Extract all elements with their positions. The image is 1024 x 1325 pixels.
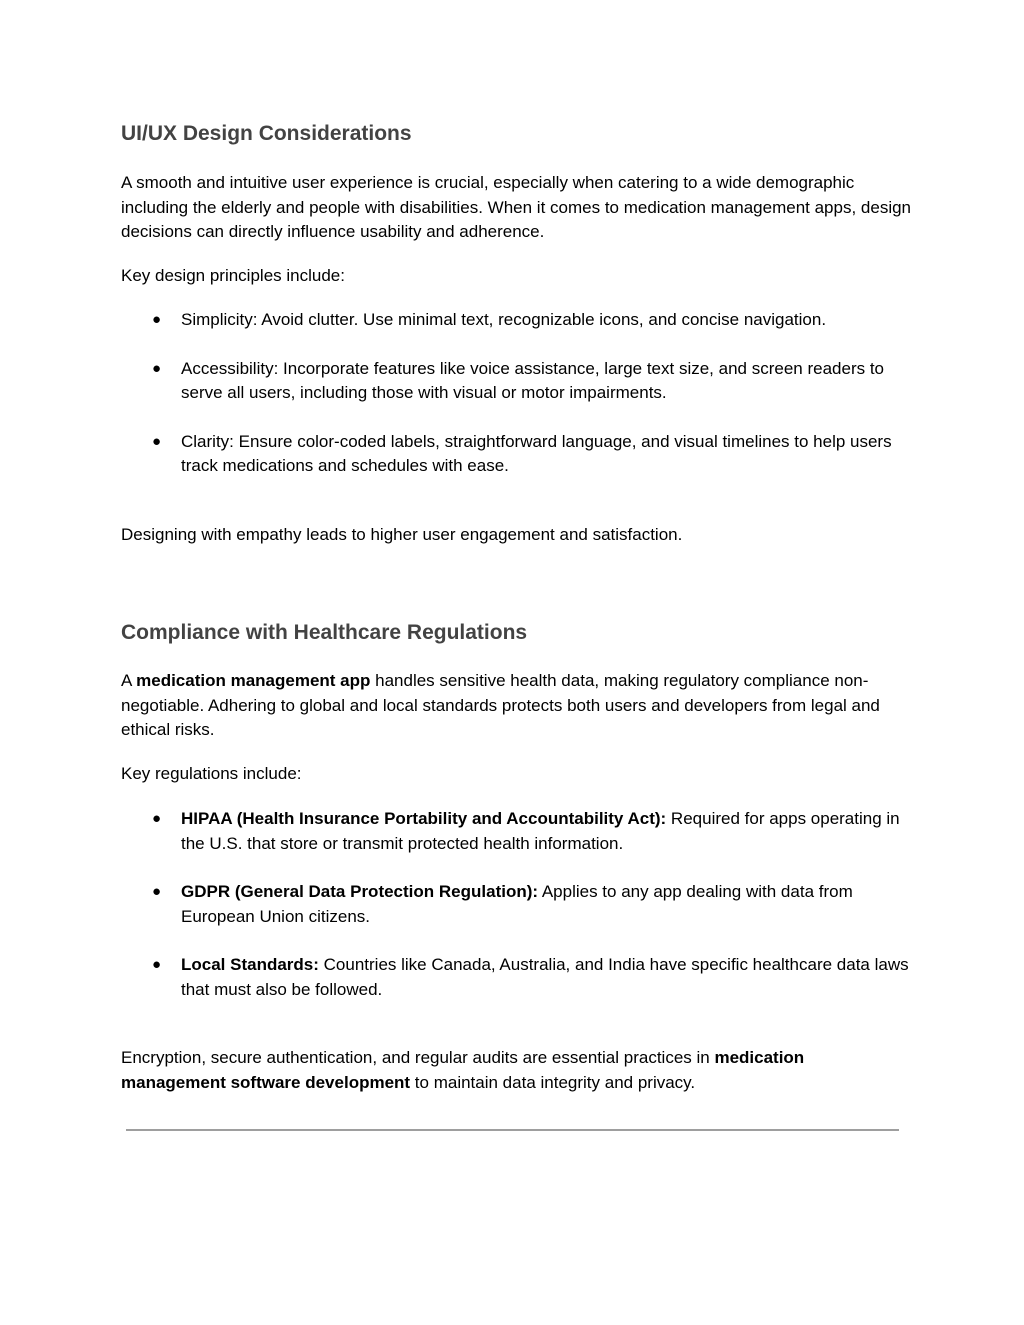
uiux-list-intro: Key design principles include:: [121, 266, 345, 285]
closing-text-bold: medication management software development: [121, 1048, 805, 1092]
list-item-clarity: [121, 430, 911, 479]
section-title-uiux: UI/UX Design Considerations: [121, 122, 412, 145]
section-title-compliance: Compliance with Healthcare Regulations: [121, 621, 528, 644]
bullet-icon: ●: [152, 311, 162, 328]
list-item-local-standards: [121, 953, 911, 1002]
list-item-bold-label: GDPR (General Data Protection Regulation):: [181, 882, 539, 901]
list-item-text: Accessibility: Incorporate features like voice assistance, large text size, and screen readers to serve all users, including those with visual or motor impairments.: [181, 358, 885, 402]
bullet-icon: ●: [152, 359, 162, 377]
bullet-icon: ●: [152, 810, 162, 827]
compliance-list-intro: Key regulations include:: [121, 764, 302, 783]
list-item-simplicity: [121, 308, 911, 333]
bullet-icon: ●: [152, 883, 162, 900]
closing-text-post: to maintain data integrity and privacy.: [410, 1072, 696, 1092]
list-item-bold-label: HIPAA (Health Insurance Portability and Accountability Act):: [181, 809, 667, 828]
uiux-closing-paragraph: Designing with empathy leads to higher user engagement and satisfaction.: [121, 525, 683, 544]
list-item-text: Simplicity: Avoid clutter. Use minimal text, recognizable icons, and concise navigation.: [181, 310, 827, 329]
list-item-hipaa: [121, 807, 911, 856]
closing-text-pre: Encryption, secure authentication, and regular audits are essential practices in: [121, 1048, 715, 1067]
compliance-intro-paragraph: [121, 669, 911, 743]
compliance-closing-paragraph: [121, 1046, 911, 1095]
design-principles-list: [121, 308, 911, 479]
intro-text-pre: A: [121, 671, 137, 690]
list-item-bold-label: Local Standards:: [181, 955, 319, 974]
horizontal-divider: [126, 1129, 899, 1131]
list-item-accessibility: [121, 357, 911, 406]
list-item-gdpr: [121, 880, 911, 929]
intro-text-bold: medication management app: [136, 671, 371, 690]
list-item-text: Applies to any app dealing with data from European Union citizens.: [181, 882, 853, 926]
bullet-icon: ●: [152, 432, 162, 450]
uiux-intro-paragraph: A smooth and intuitive user experience is crucial, especially when catering to a wide demographic including the elderly and people with disabilities. When it comes to medication management apps, design decisions can directly influence usability and adherence.: [121, 173, 912, 241]
list-item-text: Required for apps operating in the U.S. that store or transmit protected health information.: [181, 809, 900, 853]
list-item-text: Clarity: Ensure color-coded labels, straightforward language, and visual timelines to help users track medications and schedules with ease.: [181, 431, 892, 475]
bullet-icon: ●: [152, 956, 162, 973]
regulations-list: [121, 807, 911, 1002]
list-item-text: Countries like Canada, Australia, and India have specific healthcare data laws that must also be followed.: [181, 955, 909, 999]
intro-text-post: handles sensitive health data, making regulatory compliance non-negotiable. Adhering to global and local standards protects both users and developers from legal and ethical risks.: [121, 671, 880, 739]
